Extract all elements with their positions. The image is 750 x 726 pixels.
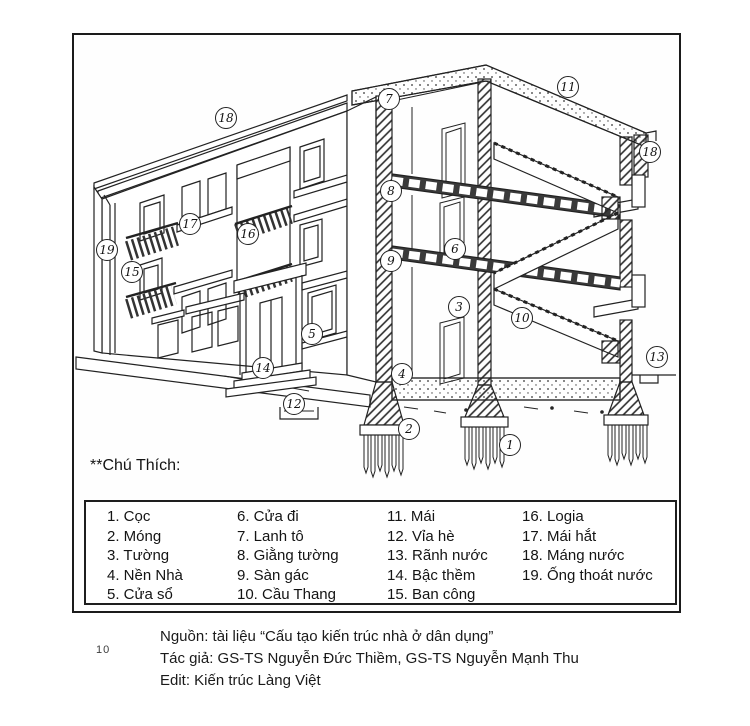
legend-item: 13. Rãnh nước xyxy=(387,547,488,564)
page-number: 10 xyxy=(96,644,111,656)
callout-marker-2: 2 xyxy=(398,418,420,440)
callout-marker-18: 18 xyxy=(215,107,237,129)
building-cutaway-drawing xyxy=(74,35,679,493)
legend-column-1 xyxy=(107,507,183,605)
legend-item: 18. Máng nước xyxy=(522,547,625,564)
legend-column-2 xyxy=(237,507,339,605)
callout-marker-10: 10 xyxy=(511,307,533,329)
callout-marker-8: 8 xyxy=(380,180,402,202)
legend-item: 10. Cầu Thang xyxy=(237,586,336,603)
legend-title: **Chú Thích: xyxy=(90,457,181,474)
figure-frame xyxy=(72,33,681,613)
section-side-wall xyxy=(347,97,376,382)
edit-line: Edit: Kiến trúc Làng Việt xyxy=(160,672,321,689)
callout-marker-14: 14 xyxy=(252,357,274,379)
legend-item: 15. Ban công xyxy=(387,586,476,603)
source-line: Nguồn: tài liệu “Cấu tạo kiến trúc nhà ở dân dụng” xyxy=(160,628,494,645)
author-line: Tác giả: GS-TS Nguyễn Đức Thiềm, GS-TS Nguyễn Mạnh Thu xyxy=(160,650,579,667)
legend-item: 14. Bậc thềm xyxy=(387,566,476,584)
source-attribution xyxy=(160,626,579,692)
legend-column-3 xyxy=(387,507,488,605)
callout-marker-7: 7 xyxy=(378,88,400,110)
legend-item: 1. Cọc xyxy=(107,508,151,525)
legend-item: 2. Móng xyxy=(107,527,162,545)
legend-item: 7. Lanh tô xyxy=(237,527,304,545)
legend-box xyxy=(84,500,677,605)
legend-item: 6. Cửa đi xyxy=(237,508,299,525)
legend-item: 8. Giằng tường xyxy=(237,547,339,564)
legend-item: 9. Sàn gác xyxy=(237,566,309,584)
callout-marker-19: 19 xyxy=(96,239,118,261)
legend-item: 5. Cửa sổ xyxy=(107,586,173,603)
legend-item: 16. Logia xyxy=(522,508,584,525)
callout-marker-3: 3 xyxy=(448,296,470,318)
legend-item: 12. Vỉa hè xyxy=(387,527,455,545)
callout-marker-13: 13 xyxy=(646,346,668,368)
legend-item: 11. Mái xyxy=(387,508,436,525)
callout-marker-6: 6 xyxy=(444,238,466,260)
staircase xyxy=(494,143,620,363)
callout-marker-17: 17 xyxy=(179,213,201,235)
callout-marker-15: 15 xyxy=(121,261,143,283)
callout-marker-9: 9 xyxy=(380,250,402,272)
interior-rooms xyxy=(392,83,478,384)
legend-item: 17. Mái hắt xyxy=(522,527,597,545)
callout-marker-11: 11 xyxy=(557,76,579,98)
callout-marker-5: 5 xyxy=(301,323,323,345)
callout-marker-4: 4 xyxy=(391,363,413,385)
callout-marker-12: 12 xyxy=(283,393,305,415)
callout-marker-18: 18 xyxy=(639,141,661,163)
legend-item: 3. Tường xyxy=(107,547,170,564)
callout-marker-1: 1 xyxy=(499,434,521,456)
callout-marker-16: 16 xyxy=(237,223,259,245)
legend-item: 19. Ống thoát nước xyxy=(522,566,653,584)
legend-item: 4. Nền Nhà xyxy=(107,566,183,584)
legend-column-4 xyxy=(522,507,653,585)
